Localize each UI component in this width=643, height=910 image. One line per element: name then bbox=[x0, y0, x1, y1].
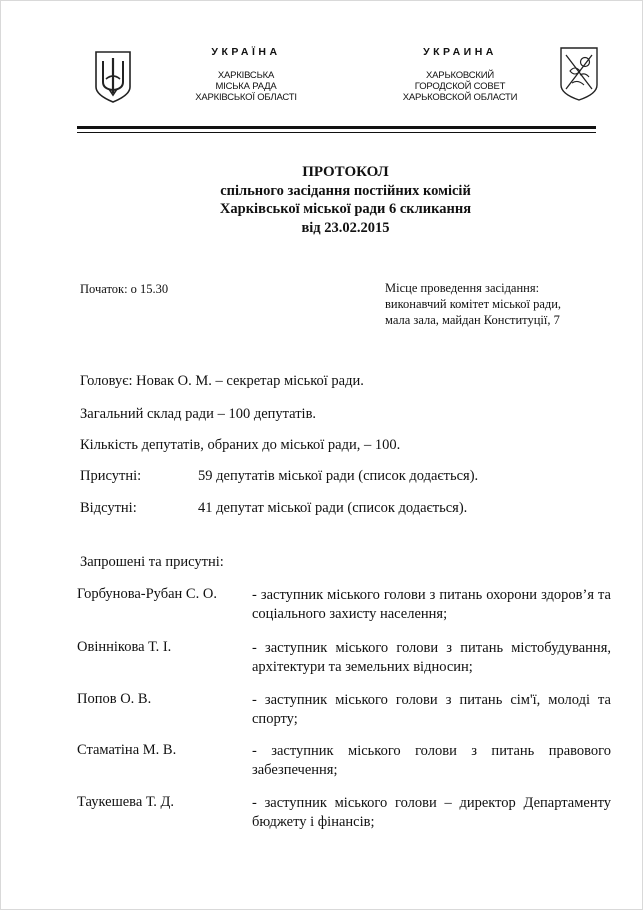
invited-person-name: Овіннікова Т. І. bbox=[77, 639, 172, 655]
council-name-ua bbox=[171, 70, 321, 103]
council-line: ХАРКІВСЬКА bbox=[217, 70, 275, 81]
absent-value: 41 депутат міської ради (список додається). bbox=[198, 500, 468, 516]
country-name-ua: УКРАЇНА bbox=[211, 46, 281, 58]
title-line: спільного засідання постійних комісій bbox=[220, 182, 471, 199]
invited-heading: Запрошені та присутні: bbox=[80, 554, 224, 570]
council-line: МІСЬКА РАДА bbox=[215, 81, 277, 92]
invited-person-role: - заступник міського голови – директор Департаменту бюджету і фінансів; bbox=[252, 795, 611, 830]
council-line: ХАРЬКОВСКИЙ bbox=[426, 70, 494, 81]
present-value: 59 депутатів міської ради (список додається). bbox=[198, 468, 479, 484]
invited-person-role: - заступник міського голови з питань сім'ї, молоді та спорту; bbox=[252, 692, 611, 727]
chair-statement: Головує: Новак О. М. – секретар міської ради. bbox=[80, 373, 364, 389]
invited-person-role: - заступник міського голови з питань охорони здоров’я та соціального захисту населення; bbox=[252, 587, 611, 622]
letterhead-ukrainian bbox=[171, 46, 321, 103]
invited-person-role: - заступник міського голови з питань правового забезпечення; bbox=[252, 743, 611, 778]
start-time: Початок: о 15.30 bbox=[80, 282, 169, 296]
title-line: Харківської міської ради 6 скликання bbox=[219, 201, 472, 217]
venue-line: виконавчий комітет міської ради, bbox=[385, 297, 562, 311]
document-title bbox=[91, 163, 600, 237]
invited-person-name: Стаматіна М. В. bbox=[77, 742, 177, 758]
present-label: Присутні: bbox=[80, 468, 142, 484]
invited-person-name: Таукешева Т. Д. bbox=[77, 794, 175, 810]
invited-person-name: Попов О. В. bbox=[77, 691, 152, 707]
kharkiv-city-coat-of-arms-icon bbox=[558, 45, 600, 103]
absent-label: Відсутні: bbox=[80, 500, 137, 516]
venue-line: Місце проведення засідання: bbox=[385, 281, 540, 295]
elected-count: Кількість депутатів, обраних до міської ради, – 100. bbox=[80, 437, 401, 453]
meeting-venue bbox=[385, 280, 561, 328]
council-name-ru bbox=[385, 70, 535, 103]
council-line: ХАРКІВСЬКОЇ ОБЛАСТІ bbox=[195, 92, 297, 103]
letterhead-russian bbox=[385, 46, 535, 103]
country-name-ru: УКРАИНА bbox=[423, 46, 497, 58]
ukraine-trident-icon bbox=[93, 49, 133, 105]
letterhead-divider-thick bbox=[77, 126, 596, 129]
letterhead-divider-thin bbox=[77, 132, 596, 133]
venue-line: мала зала, майдан Конституції, 7 bbox=[385, 313, 560, 327]
council-composition: Загальний склад ради – 100 депутатів. bbox=[80, 406, 317, 422]
title-protocol: ПРОТОКОЛ bbox=[302, 164, 389, 180]
council-line: ГОРОДСКОЙ СОВЕТ bbox=[414, 81, 506, 92]
invited-person-name: Горбунова-Рубан С. О. bbox=[77, 586, 217, 602]
invited-person-role: - заступник міського голови з питань містобудування, архітектури та земельних відносин; bbox=[252, 640, 611, 675]
title-date: від 23.02.2015 bbox=[301, 219, 390, 236]
council-line: ХАРЬКОВСКОЙ ОБЛАСТИ bbox=[402, 92, 518, 103]
